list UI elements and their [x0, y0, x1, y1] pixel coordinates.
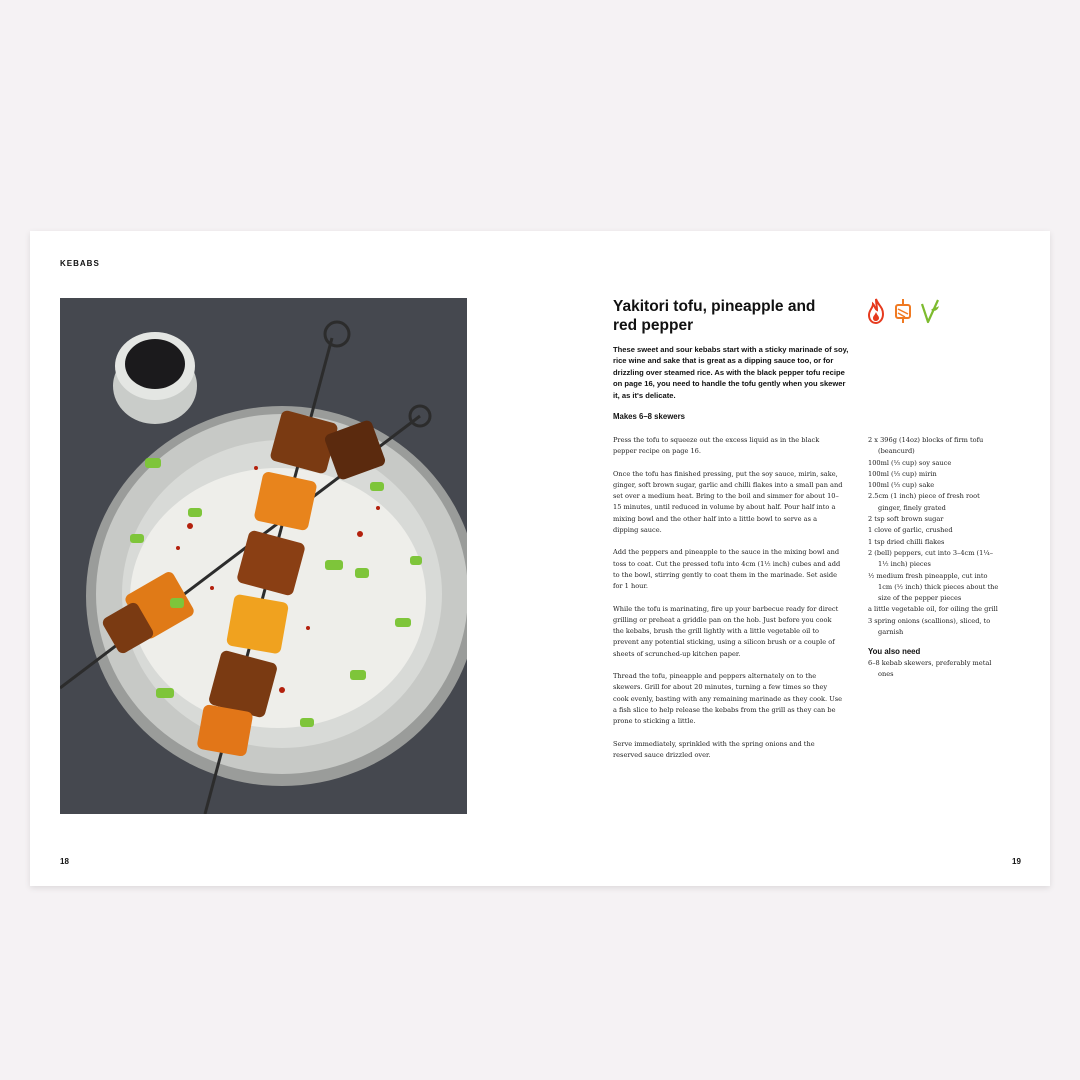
- ingredient-item: 2 (bell) peppers, cut into 3–4cm (1¼–1½ inch) pieces: [868, 548, 994, 569]
- yakitori-photo-illustration: [60, 298, 467, 814]
- method-step: Once the tofu has finished pressing, put the soy sauce, mirin, sake, ginger, soft brown sugar, garlic and chilli flakes into a small pan and set over a medium heat. Bring to the boil and simmer for about 10–15 minutes, until reduced in volume by about half. Pour half into a mixing bowl and the other half into a little bowl to serve as a dipping sauce.: [613, 469, 843, 535]
- grill-skewer-icon: [893, 298, 913, 324]
- recipe-title: Yakitori tofu, pineapple and red pepper: [613, 298, 816, 334]
- method-step: Thread the tofu, pineapple and peppers alternately on to the skewers. Grill for about 20 minutes, turning a few times so they cook evenly, basting with any remaining marinade as they cook. Use a fish slice to help release the kebabs from the grill as they can be prone to sticking a little.: [613, 672, 843, 726]
- method-step: While the tofu is marinating, fire up your barbecue ready for direct grilling or preheat a griddle pan on the hob. Just before you cook the kebabs, brush the grill lightly with a little vegetable oil to prevent any potential sticking, using a silicon brush or a couple of sheets of scrunched-up kitchen paper.: [613, 604, 839, 658]
- method-step: Add the peppers and pineapple to the sauce in the mixing bowl and toss to coat. Cut the pressed tofu into 4cm (1½ inch) cubes and add to the bowl, stirring gently to coat them in the marinade. Set aside for 1 hour.: [613, 548, 841, 591]
- food-photo: [60, 298, 467, 814]
- flame-icon: [866, 298, 886, 324]
- ingredients-column: [868, 435, 1003, 680]
- ingredient-item: 1 clove of garlic, crushed: [868, 526, 953, 535]
- you-also-need-heading: You also need: [868, 647, 921, 657]
- ingredient-item: 2.5cm (1 inch) piece of fresh root ginger, finely grated: [868, 492, 980, 512]
- section-label: KEBABS: [60, 259, 100, 268]
- method-step: Press the tofu to squeeze out the excess liquid as in the black pepper recipe on page 16.: [613, 436, 820, 456]
- left-page-number: 18: [60, 857, 69, 866]
- recipe-icons: [866, 298, 940, 324]
- ingredient-item: 2 tsp soft brown sugar: [868, 515, 944, 524]
- method-step: Serve immediately, sprinkled with the spring onions and the reserved sauce drizzled over.: [613, 739, 815, 759]
- ingredient-item: 100ml (⅓ cup) sake: [868, 481, 935, 490]
- recipe-yield: Makes 6–8 skewers: [613, 412, 685, 421]
- book-spread: [30, 231, 1050, 886]
- recipe-intro: These sweet and sour kebabs start with a sticky marinade of soy, rice wine and sake that is great as a dipping sauce too, or for drizzling over steamed rice. As with the black pepper tofu recipe on page 16, you need to handle the tofu gently when you skewer it, as it's delicate.: [613, 345, 849, 400]
- ingredient-item: 100ml (⅓ cup) mirin: [868, 469, 937, 478]
- ingredient-item: 3 spring onions (scallions), sliced, to garnish: [868, 616, 991, 637]
- equipment-item: 6–8 kebab skewers, preferably metal ones: [868, 658, 992, 678]
- right-page-number: 19: [1012, 857, 1021, 866]
- ingredient-item: 2 x 396g (14oz) blocks of firm tofu (beancurd): [868, 436, 984, 456]
- ingredient-item: 100ml (⅓ cup) soy sauce: [868, 458, 952, 467]
- vegan-leaf-icon: [920, 298, 940, 324]
- method-column: [613, 435, 843, 772]
- ingredient-item: a little vegetable oil, for oiling the grill: [868, 605, 998, 614]
- ingredient-item: 1 tsp dried chilli flakes: [868, 537, 945, 546]
- ingredient-item: ½ medium fresh pineapple, cut into 1cm (½ inch) thick pieces about the size of the pepper pieces: [868, 571, 999, 603]
